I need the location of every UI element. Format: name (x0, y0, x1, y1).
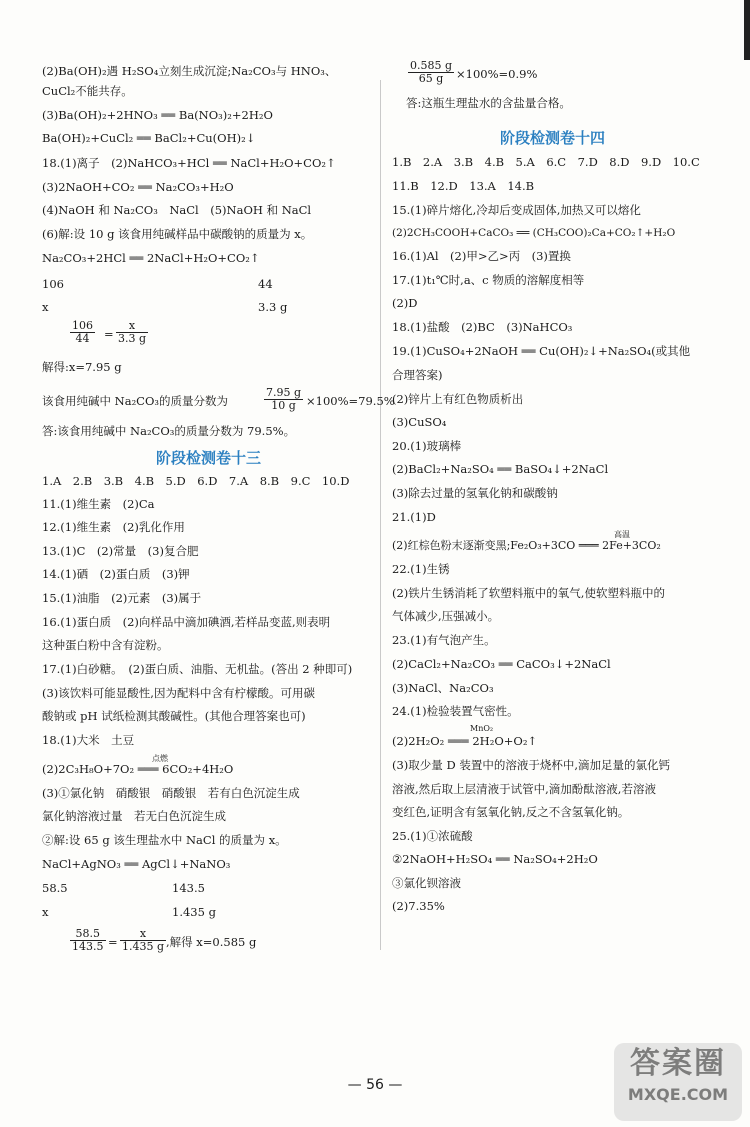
text-line: = (104, 327, 114, 341)
text-line: 17.(1)白砂糖。 (2)蛋白质、油脂、无机盐。(答出 2 种即可) (42, 662, 353, 676)
page-number: — 56 — (347, 1077, 403, 1093)
fraction-numerator: 58.5 (70, 928, 106, 941)
text-line: 17.(1)t₁℃时,a、c 物质的溶解度相等 (392, 273, 585, 287)
text-line: 合理答案) (392, 368, 443, 382)
fraction-denominator: 65 g (418, 72, 444, 85)
text-line: (2)D (392, 296, 418, 310)
text-line: 这种蛋白粉中含有淀粉。 (42, 638, 169, 652)
fraction-numerator: 0.585 g (410, 59, 453, 72)
section-heading: 阶段检测卷十四 (500, 129, 606, 147)
text-line: 1.435 g (172, 905, 216, 919)
text-line: 25.(1)①浓硫酸 (392, 829, 473, 843)
watermark-title: 答案圈 (630, 1046, 726, 1081)
text-line: 答:这瓶生理盐水的含盐量合格。 (406, 96, 571, 110)
text-line: ②解:设 65 g 该生理盐水中 NaCl 的质量为 x。 (42, 833, 287, 847)
fraction-numerator: x (116, 320, 148, 333)
fraction (116, 320, 148, 345)
text-line: 18.(1)大米 土豆 (42, 733, 135, 747)
answer-row: 1.A 2.B 3.B 4.B 5.D 6.D 7.A 8.B 9.C 10.D (42, 474, 350, 488)
column-divider (380, 80, 381, 950)
fraction-numerator: x (120, 928, 166, 941)
text-line: (4)NaOH 和 Na₂CO₃ NaCl (5)NaOH 和 NaCl (42, 203, 312, 217)
text-line: 变红色,证明含有氢氧化钠,反之不含氢氧化钠。 (392, 805, 630, 819)
text-line: 答:该食用纯碱中 Na₂CO₃的质量分数为 79.5%。 (42, 424, 296, 438)
text-line: (3)NaCl、Na₂CO₃ (392, 681, 494, 695)
text-line: 11.(1)维生素 (2)Ca (42, 497, 155, 511)
condition-label: 点燃 (152, 754, 168, 763)
fraction (264, 387, 303, 412)
question-18: 18.(1)离子 (2)NaHCO₃+HCl ══ NaCl+H₂O+CO₂↑ (42, 156, 336, 170)
watermark-url: MXQE.COM (627, 1085, 729, 1104)
text-line: 气体减少,压强减小。 (392, 609, 500, 623)
text-line: 12.(1)维生素 (2)乳化作用 (42, 520, 185, 534)
equation-line: ②2NaOH+H₂SO₄ ══ Na₂SO₄+2H₂O (392, 852, 598, 866)
fraction (70, 320, 95, 345)
text-line: 24.(1)检验装置气密性。 (392, 704, 519, 718)
watermark-logo (614, 1043, 742, 1121)
text-line: 22.(1)生锈 (392, 562, 450, 576)
text-line: (2)铁片生锈消耗了软塑料瓶中的氧气,使软塑料瓶中的 (392, 586, 665, 600)
text-line: x (42, 905, 49, 919)
fraction-denominator: 143.5 (72, 940, 104, 953)
text-line: 15.(1)碎片熔化,冷却后变成固体,加热又可以熔化 (392, 203, 641, 217)
text-line: 13.(1)C (2)常量 (3)复合肥 (42, 544, 199, 558)
text-line: 23.(1)有气泡产生。 (392, 633, 496, 647)
equation-line: (2)BaCl₂+Na₂SO₄ ══ BaSO₄↓+2NaCl (392, 462, 609, 476)
text-line: (3)①氯化钠 硝酸银 硝酸银 若有白色沉淀生成 (42, 786, 300, 800)
text-line: (3)除去过量的氢氧化钠和碳酸钠 (392, 486, 558, 500)
text-line: ×100%=0.9% (456, 67, 538, 81)
text-line: 酸钠或 pH 试纸检测其酸碱性。(其他合理答案也可) (42, 709, 306, 723)
fraction-denominator: 10 g (271, 399, 296, 412)
text-line: (3)该饮料可能显酸性,因为配料中含有柠檬酸。可用碳 (42, 686, 315, 700)
text-line: 溶液,然后取上层清液于试管中,滴加酚酞溶液,若溶液 (392, 782, 656, 796)
fraction-denominator: 44 (75, 332, 90, 345)
fraction (120, 928, 166, 953)
catalyst-label: MnO₂ (470, 724, 494, 733)
fraction (408, 60, 454, 85)
text-line: 该食用纯碱中 Na₂CO₃的质量分数为 (42, 394, 229, 408)
text-line: x (42, 300, 49, 314)
text-line: 58.5 (42, 881, 68, 895)
fraction-denominator: 3.3 g (118, 332, 147, 345)
equation-line: (2)2H₂O₂ ═══ 2H₂O+O₂↑ (392, 734, 538, 748)
fraction (70, 928, 106, 953)
text-line: (6)解:设 10 g 该食用纯碱样品中碳酸钠的质量为 x。 (42, 227, 313, 241)
text-line: (3)CuSO₄ (392, 415, 447, 429)
fraction-numerator: 106 (72, 319, 93, 332)
text-line: (2)锌片上有红色物质析出 (392, 392, 524, 406)
text-line: 解得:x=7.95 g (42, 360, 122, 374)
fraction-denominator: 1.435 g (122, 940, 165, 953)
text-line: 14.(1)硒 (2)蛋白质 (3)钾 (42, 567, 190, 581)
equation-line: (2)2CH₃COOH+CaCO₃ ══ (CH₃COO)₂Ca+CO₂↑+H₂O (392, 227, 676, 239)
text-line: 18.(1)盐酸 (2)BC (3)NaHCO₃ (392, 320, 573, 334)
text-line: (3)Ba(OH)₂+2HNO₃ ══ Ba(NO₃)₂+2H₂O (42, 108, 273, 122)
condition-label: 高温 (614, 530, 630, 539)
text-line: 106 (42, 277, 64, 291)
section-heading: 阶段检测卷十三 (156, 449, 262, 467)
text-line: 15.(1)油脂 (2)元素 (3)属于 (42, 591, 202, 605)
fraction-numerator: 7.95 g (266, 386, 302, 399)
equation-line: NaCl+AgNO₃ ══ AgCl↓+NaNO₃ (42, 857, 231, 871)
text-line: 3.3 g (258, 300, 288, 314)
text-line: (2)7.35% (392, 899, 445, 913)
equation-line: 19.(1)CuSO₄+2NaOH ══ Cu(OH)₂↓+Na₂SO₄(或其他 (392, 344, 691, 358)
text-line: 44 (258, 277, 273, 291)
text-line: 16.(1)Al (2)甲>乙>丙 (3)置换 (392, 249, 571, 263)
equation-line: (2)CaCl₂+Na₂CO₃ ══ CaCO₃↓+2NaCl (392, 657, 611, 671)
text-line: Ba(OH)₂+CuCl₂ ══ BaCl₂+Cu(OH)₂↓ (42, 131, 256, 145)
answer-row: 11.B 12.D 13.A 14.B (392, 179, 535, 193)
equation-line: (2)红棕色粉末逐渐变黑;Fe₂O₃+3CO ═══ 2Fe+3CO₂ (392, 539, 661, 552)
text-line: (3)2NaOH+CO₂ ══ Na₂CO₃+H₂O (42, 180, 234, 194)
text-line: ×100%=79.5% (306, 394, 395, 408)
text-line: CuCl₂不能共存。 (42, 84, 133, 98)
equation-line: (2)2C₃H₈O+7O₂ ═══ 6CO₂+4H₂O (42, 762, 234, 776)
text-line: 氯化钠溶液过量 若无白色沉淀生成 (42, 809, 226, 823)
text-line: (2)Ba(OH)₂遇 H₂SO₄立刻生成沉淀;Na₂CO₃与 HNO₃、 (42, 64, 337, 78)
text-line: = (108, 935, 118, 949)
answer-row: 1.B 2.A 3.B 4.B 5.A 6.C 7.D 8.D 9.D 10.C (392, 155, 700, 169)
text-line: 21.(1)D (392, 510, 436, 524)
equation-line: Na₂CO₃+2HCl ══ 2NaCl+H₂O+CO₂↑ (42, 251, 260, 265)
text-line: 20.(1)玻璃棒 (392, 439, 462, 453)
text-line: 143.5 (172, 881, 205, 895)
text-line: ③氯化钡溶液 (392, 876, 461, 890)
text-line: ,解得 x=0.585 g (166, 935, 257, 949)
page-edge-mark (744, 0, 750, 60)
text-line: 16.(1)蛋白质 (2)向样品中滴加碘酒,若样品变蓝,则表明 (42, 615, 331, 629)
text-line: (3)取少量 D 装置中的溶液于烧杯中,滴加足量的氯化钙 (392, 758, 670, 772)
